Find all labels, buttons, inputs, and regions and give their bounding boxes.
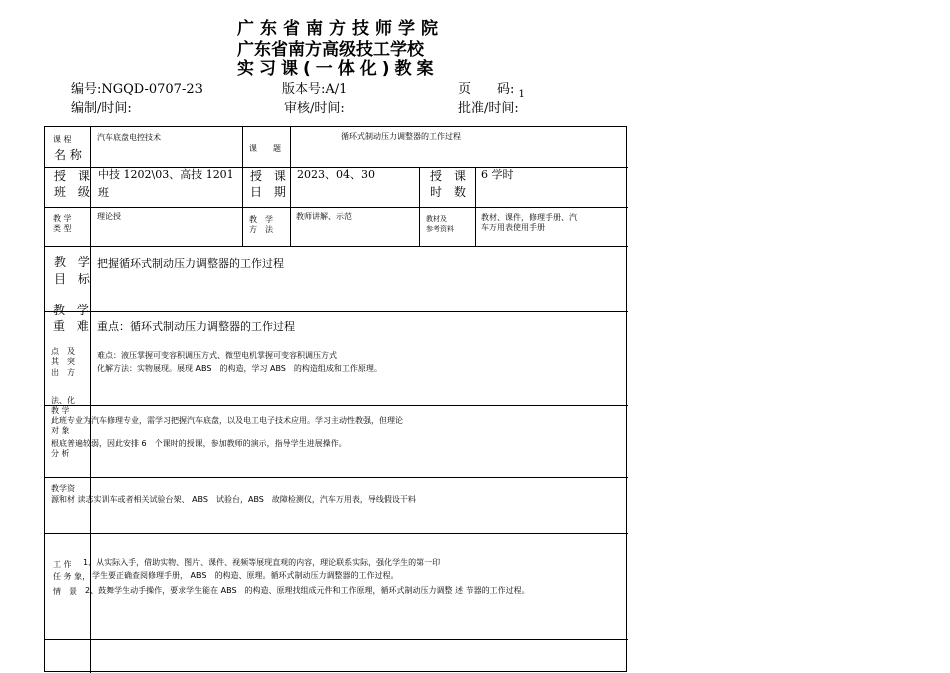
page-field xyxy=(458,78,525,100)
page-value: 1 xyxy=(518,89,525,100)
date-label-1: 授 课 xyxy=(250,169,290,183)
course-name-value: 汽车底盘电控技术 xyxy=(97,133,161,142)
material-value-1: 教材、课件，修理手册、汽 xyxy=(481,213,577,222)
author-label: 编制/时间: xyxy=(71,101,132,116)
lesson-plan-table xyxy=(44,126,627,672)
student-label-2: 对 象 xyxy=(51,426,70,435)
material-label-2: 参考资料 xyxy=(426,225,454,233)
approve-label: 批准/时间: xyxy=(458,101,519,116)
version-field xyxy=(282,78,347,97)
class-label-1: 授 课 xyxy=(54,169,94,183)
student-value-2: 根底普遍较弱，因此安排 6 个课时的授课，参加教师的演示，指导学生进展操作。 xyxy=(51,439,347,448)
task-value-2: 学生要正确查阅修理手册， ABS 的构造、原理。循环式制动压力调整器的工作过程。 xyxy=(92,571,399,580)
course-name-label-2: 名 称 xyxy=(54,148,82,162)
version-value: A/1 xyxy=(325,82,348,97)
type-value: 理论授 xyxy=(97,212,121,221)
method-label-2: 方 法 xyxy=(249,225,273,234)
code-value: NGQD-0707-23 xyxy=(101,82,203,97)
material-value-2: 车万用表使用手册 xyxy=(481,223,545,232)
type-label-1: 教 学 xyxy=(53,214,72,223)
key-label-2: 重 难 xyxy=(53,319,93,333)
student-label-1: 教 学 xyxy=(51,406,70,415)
document-title: 实习课(一体化)教案 xyxy=(237,59,439,79)
date-label-2: 日 期 xyxy=(250,185,290,199)
key-label-1: 教 学 xyxy=(53,303,93,317)
goal-label-2: 目 标 xyxy=(54,272,94,286)
date-value: 2023、04、30 xyxy=(297,168,375,181)
key-value: 重点：循环式制动压力调整器的工作过程 xyxy=(97,320,295,333)
topic-label: 课 题 xyxy=(249,144,281,153)
point-label-4: 法、化 xyxy=(51,396,75,405)
difficulty-value: 难点：液压掌握可变容积调压方式、微型电机掌握可变容积调压方式 xyxy=(97,351,337,360)
task-label-2: 任 务 象， xyxy=(53,572,91,581)
code-field xyxy=(71,78,203,97)
hours-label-2: 时 数 xyxy=(430,185,467,199)
school-name-line2: 广东省南方高级技工学校 xyxy=(237,40,424,60)
version-label: 版本号: xyxy=(282,82,326,97)
task-value-3: 2、鼓舞学生动手操作，要求学生能在 ABS 的构造、原理找组成元件和工作原理，循环式制动压力调整 述 节器的工作过程。 xyxy=(85,586,530,595)
class-value-2: 班 xyxy=(98,186,109,199)
resource-value: 源和材 读志实训车或者相关试验台架、 ABS 试验台，ABS 故障检测仪，汽车万用表，导线假设干料 xyxy=(51,495,416,504)
class-label-2: 班 级 xyxy=(54,185,94,199)
review-label: 审核/时间: xyxy=(284,101,345,116)
task-label-1: 工 作 xyxy=(53,560,72,569)
type-label-2: 类 型 xyxy=(53,224,72,233)
task-label-3: 情 景 xyxy=(53,587,77,596)
page-label: 页 码: xyxy=(458,82,515,97)
goal-value: 把握循环式制动压力调整器的工作过程 xyxy=(97,257,284,270)
goal-label-1: 教 学 xyxy=(54,255,94,269)
method-value: 教师讲解、示范 xyxy=(296,212,352,221)
point-label-2: 其 突 xyxy=(51,357,75,366)
point-label-3: 出 方 xyxy=(51,368,75,377)
material-label-1: 教材及 xyxy=(426,215,447,223)
course-name-label-1: 课 程 xyxy=(53,135,72,144)
student-value-1: 此班专业为汽车修理专业，需学习把握汽车底盘，以及电工电子技术应用。学习主动性教强，但理论 xyxy=(51,416,403,425)
resource-label: 教学资 xyxy=(51,484,75,493)
task-value-1: 1、从实际入手，借助实物、图片、课件、视频等展现直观的内容，理论联系实际，强化学生的第一印 xyxy=(83,558,441,567)
class-value-1: 中技 1202\03、高技 1201 xyxy=(98,168,234,181)
hours-value: 6 学时 xyxy=(481,168,514,181)
topic-value: 循环式制动压力调整器的工作过程 xyxy=(341,132,461,141)
student-label-3: 分 析 xyxy=(51,449,70,458)
hours-label-1: 授 课 xyxy=(430,169,467,183)
code-label: 编号: xyxy=(71,82,102,97)
solve-value: 化解方法：实物展现。展现 ABS 的构造，学习 ABS 的构造组成和工作原理。 xyxy=(97,364,382,373)
school-name-line1: 广东省南方技师学院 xyxy=(237,19,444,39)
method-label-1: 教 学 xyxy=(249,215,273,224)
point-label-1: 点 及 xyxy=(51,347,75,356)
